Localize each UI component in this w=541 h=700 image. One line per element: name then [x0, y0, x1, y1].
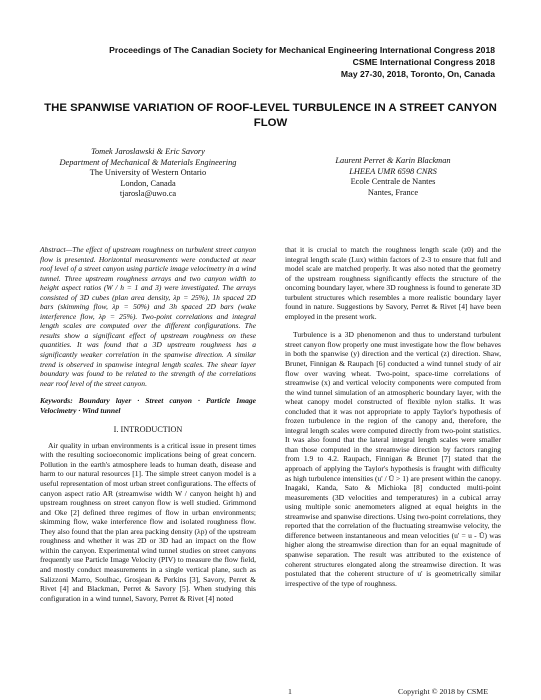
author-univ-left: The University of Western Ontario	[89, 168, 207, 178]
right-paragraph-2: Turbulence is a 3D phenomenon and thus to understand turbulent street canyon flow properly one must investigate how the flow behaves in both the spanwise (y) direction and the vertical (z) direction. Shaw, Brunet, Finnigan & Raupach [6] conducted a wind tunnel study of air flow over waving wheat. Two-point, space-time correlations of streamwise (x) and vertical velocity components were computed from the wind tunnel simulation of an atmospheric boundary layer, with the wheat canopy model constructed of flexible nylon stalks. It was concluded that it was not appropriate to apply Taylor's hypothesis of frozen turbulence in the region of the canopy and, therefore, the integral length scales were computed directly from two-point statistics. It was also found that the lateral integral length scales were smaller than those computed in the streamwise direction by factors ranging from 1.9 to 4.2. Raupach, Finnigan & Brunet [7] stated that the approach of applying the Taylor's hypothesis is fraught with difficulty as high turbulence intensities (u' / Ū > 1) are present within the canopy. Inagaki, Kanda, Sato & Michioka [8] conducted multi-point measurements (3D velocities and temperatures) in a cubical array using multiple sonic anemometers aligned at equal heights in the streamwise and spanwise directions. Using two-point correlations, they reported that the correlation of the fluctuating streamwise velocity, the difference between instantaneous and mean velocities (u' = u - Ū) was higher along the streamwise direction than for an equal magnitude of spanwise separation. The result was attributed to the existence of coherent structures elongated along the streamwise direction. It was postulated that the coherent structure of u' is geometrically similar irrespective of the type of roughness.	[285, 330, 501, 588]
intro-paragraph-1: Air quality in urban environments is a critical issue in present times with the resulting socioeconomic implications being of great concern. Pollution in the earth's atmosphere leads to human death, disease and harm to our natural resources [1]. The simple street canyon model is a useful representation of most urban street configurations. The effects of canyon aspect ratio AR (streamwise width W / canyon height h) and upstream roughness on street canyon flow is well studied. Grimmond and Oke [2] defined three regimes of flow in urban environments; skimming flow, wake interference flow and isolated roughness flow. They also found that the plan area packing density (λp) of the upstream roughness and whether it was 2D or 3D had an impact on the flow within the canyon. Experimental wind tunnel studies on street canyons frequently use Particle Image Velocity (PIV) to measure the flow field, and mostly conduct measurements in a single vertical plane, such as Salizzoni Marro, Soulhac, Grosjean & Perkins [3], Savory, Perret & Rivet [4] and Blackman, Perret & Savory [5]. When studying this configuration in a wind tunnel, Savory, Perret & Rivet [4] noted	[40, 440, 256, 603]
page-number: 1	[288, 687, 292, 696]
author-dept-left: Department of Mechanical & Materials Engineering	[59, 157, 237, 167]
proceedings-header-line3: May 27-30, 2018, Toronto, On, Canada	[340, 69, 495, 79]
copyright: Copyright © 2018 by CSME	[398, 687, 488, 696]
author-dept-right: LHEEA UMR 6598 CNRS	[349, 166, 437, 176]
proceedings-header-line1: Proceedings of The Canadian Society for Mechanical Engineering International Congress 2018	[109, 45, 495, 55]
author-school-right: Ecole Centrale de Nantes	[350, 177, 436, 187]
section-heading-introduction: I. INTRODUCTION	[113, 425, 183, 435]
keywords: Keywords: Boundary layer · Street canyon · Particle Image Velocimetry · Wind tunnel	[40, 396, 256, 415]
proceedings-header-line2: CSME International Congress 2018	[352, 57, 495, 67]
author-names-right: Laurent Perret & Karin Blackman	[335, 156, 451, 165]
author-block-right	[285, 156, 501, 198]
abstract: Abstract—The effect of upstream roughness on turbulent street canyon flow is presented. Horizontal measurements were conducted at near roof level of a street canyon using particle image velocimetry in a wind tunnel. Three upstream roughness arrays and two canyon width to height aspect ratios (W / h = 1 and 3) were investigated. The arrays consisted of 3D cubes (plan area density, λp = 25%), 1h spaced 2D bars (skimming flow, λp = 50%) and 3h spaced 2D bars (wake interference flow, λp = 25%). Two-point correlations and integral length scales are computed over the different configurations. The results show a significant effect of upstream roughness on these quantities. It was found that a 3D upstream roughness has a significantly weaker correlation in the spanwise direction. A similar trend is observed in spanwise integral length scales. The shear layer boundary was found to be related to the strength of the correlations near roof level of the street canyon.	[40, 245, 256, 388]
author-city-left: London, Canada	[120, 178, 176, 188]
paper-title: THE SPANWISE VARIATION OF ROOF-LEVEL TURBULENCE IN A STREET CANYON FLOW	[44, 102, 497, 129]
right-paragraph-1: that it is crucial to match the roughness length scale (z0) and the integral length scale (Lux) within factors of 2-3 to ensure that full and model scale are matched properly. It was also noted that the geometry of the upstream roughness significantly effects the structure of the oncoming boundary layer, where 3D roughness is found to generate 3D turbulent structures which resembles a more realistic boundary layer found in nature. Suggestions by Savory, Perret & Rivet [4] have been employed in the present work.	[285, 245, 501, 321]
left-column	[40, 245, 256, 603]
author-names-left: Tomek Jaroslawski & Eric Savory	[91, 147, 205, 156]
author-block-left	[40, 147, 256, 200]
author-email-left: tjarosla@uwo.ca	[119, 189, 177, 199]
right-column	[285, 245, 501, 588]
author-city-right: Nantes, France	[367, 187, 419, 197]
